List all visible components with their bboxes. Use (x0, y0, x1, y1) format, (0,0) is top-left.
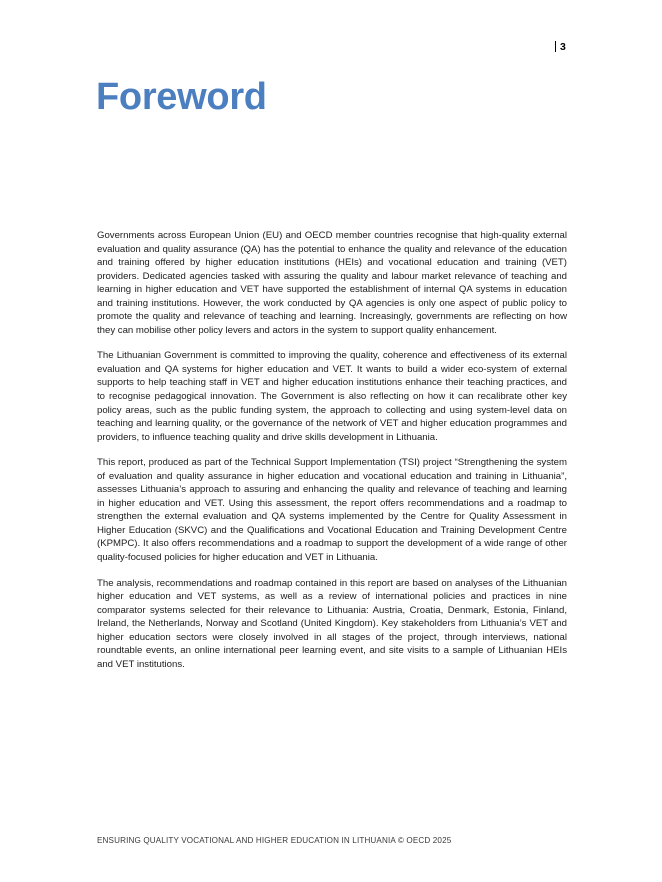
folio-divider-icon (555, 41, 556, 52)
footer-citation: ENSURING QUALITY VOCATIONAL AND HIGHER EDUCATION IN LITHUANIA © OECD 2025 (97, 836, 452, 845)
paragraph: The analysis, recommendations and roadmap contained in this report are based on analyses of the Lithuanian higher education and VET systems, as well as a review of international policies and practices in nine comparator systems selected for their relevance to Lithuania: Austria, Croatia, Denmark, Estonia, Finland, Ireland, the Netherlands, Norway and Scotland (United Kingdom). Key stakeholders from Lithuania’s VET and higher education sectors were closely involved in all stages of the project, through interviews, national roundtable events, an online international peer learning event, and site visits to a sample of Lithuanian HEIs and VET institutions. (97, 577, 567, 670)
page-folio (555, 40, 566, 53)
page-number: 3 (559, 41, 566, 53)
paragraph: This report, produced as part of the Technical Support Implementation (TSI) project “Strengthening the system of evaluation and quality assurance in higher education and vocational education and training in Lithuania”, assesses Lithuania’s approach to assuring and enhancing the quality and relevance of teaching and learning in higher education and VET. Using this assessment, the report offers recommendations and a roadmap to strengthen the external evaluation and QA systems implemented by the Centre for Quality Assessment in Higher Education (SKVC) and the Qualifications and Vocational Education and Training Development Centre (KPMPC). It also offers recommendations and a roadmap to support the development of a wide range of other quality-focused policies for higher education and VET in Lithuania. (97, 457, 567, 564)
paragraph: Governments across European Union (EU) and OECD member countries recognise that high-quality external evaluation and quality assurance (QA) has the potential to enhance the quality and relevance of the education and training offered by higher education institutions (HEIs) and vocational education and training (VET) providers. Dedicated agencies tasked with assuring the quality and labour market relevance of teaching and learning in higher education and VET have supported the establishment of internal QA systems in education and training institutions. However, the work conducted by QA agencies is only one aspect of public policy to promote the quality and relevance of teaching and learning. Increasingly, governments are reflecting on how they can mobilise other policy levers and actors in the system to support quality enhancement. (97, 230, 567, 336)
body-text (97, 229, 567, 671)
running-header (97, 40, 566, 56)
running-footer (97, 830, 567, 848)
page-title: Foreword (96, 76, 267, 118)
paragraph: The Lithuanian Government is committed to improving the quality, coherence and effectiveness of its external evaluation and QA systems for higher education and VET. It wants to build a wider eco-system of external supports to help teaching staff in VET and higher education institutions enhance their teaching practices, and to recognise pedagogical innovation. The Government is also reflecting on how it can recalibrate other key policy areas, such as the public funding system, the approach to collecting and using system-level data on teaching and learning quality, or the governance of the network of VET and higher education programmes and providers, to influence teaching quality and drive skills development in Lithuania. (97, 350, 567, 443)
